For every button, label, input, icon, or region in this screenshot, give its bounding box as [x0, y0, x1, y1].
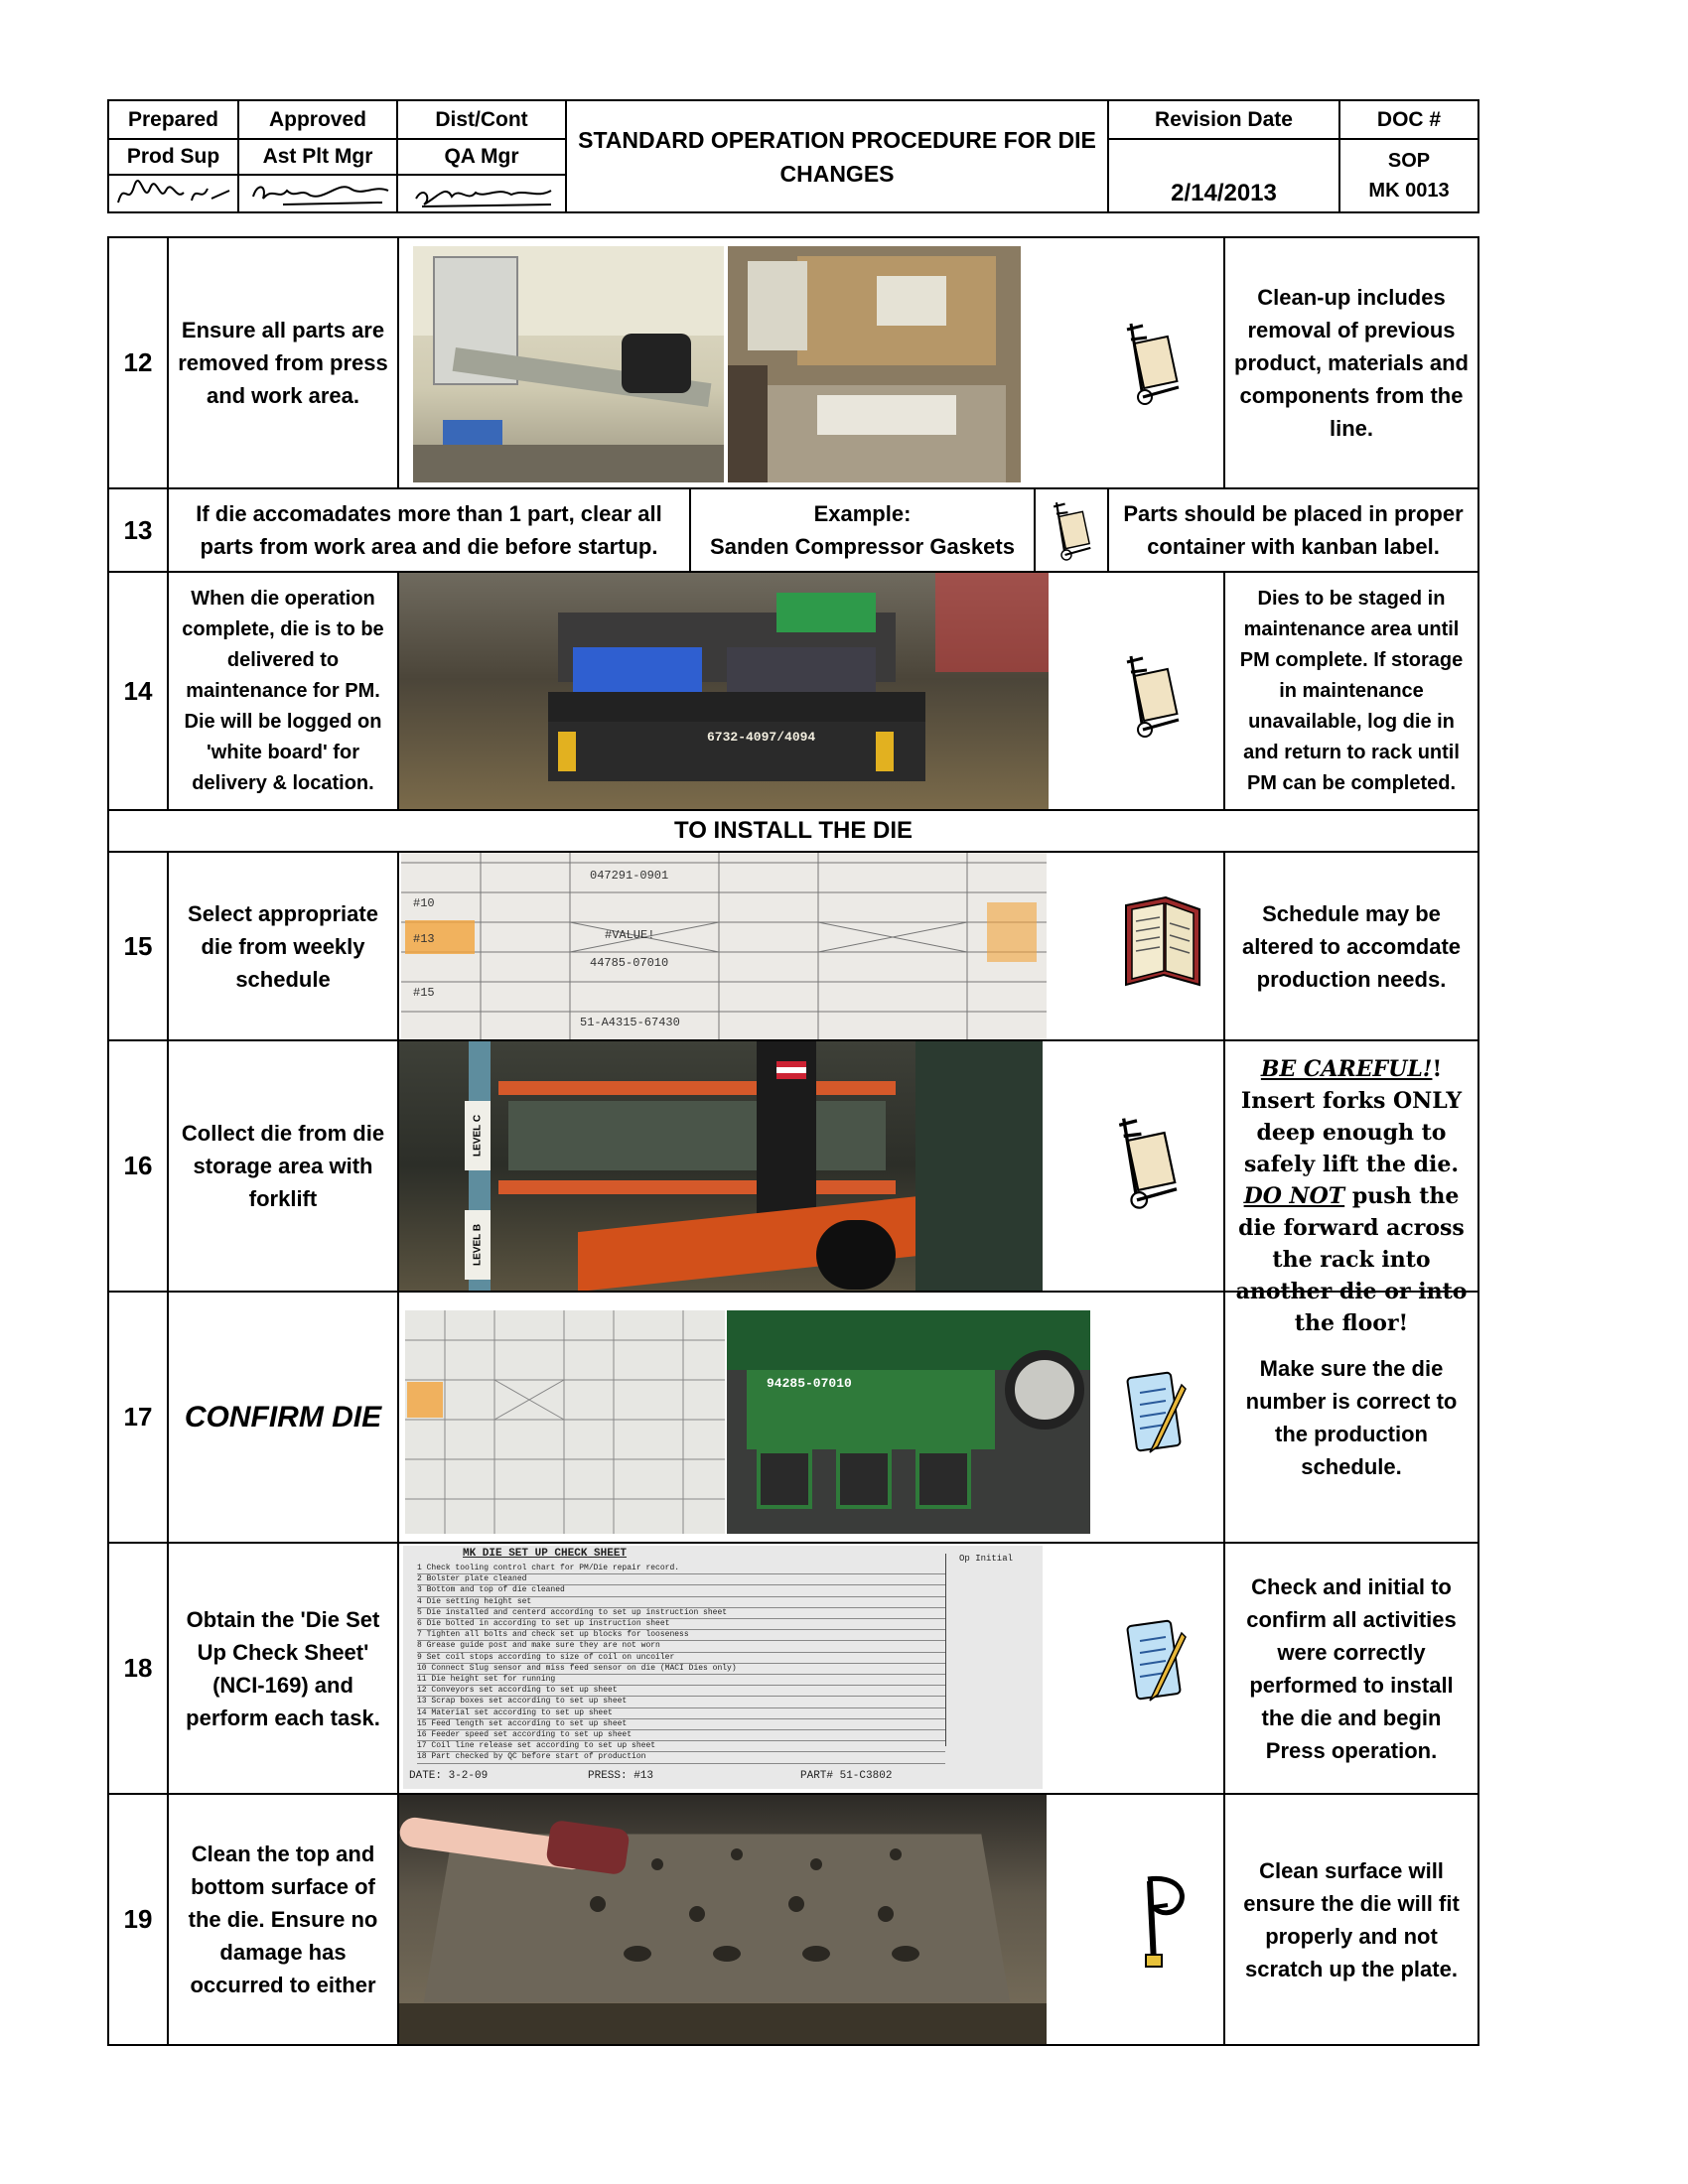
- checksheet-item: 6 Die bolted in according to set up instruction sheet: [417, 1619, 945, 1630]
- die-delivery-photo: [399, 573, 1049, 809]
- schedule-photo: [405, 1310, 725, 1534]
- step-instruction: Obtain the 'Die Set Up Check Sheet' (NCI-169) and perform each task.: [167, 1542, 399, 1795]
- checksheet-item: 12 Conveyors set according to set up sheet: [417, 1686, 945, 1697]
- step-note: Schedule may be altered to accomdate production needs.: [1223, 851, 1479, 1041]
- step-note: [1223, 1039, 1479, 1336]
- checksheet-item: 17 Coil line release set according to set up sheet: [417, 1741, 945, 1752]
- dist-role: QA Mgr: [396, 138, 567, 176]
- signature-scribble: [402, 177, 561, 210]
- work-area-photo: [728, 246, 1021, 482]
- checksheet-photo: [403, 1546, 1043, 1789]
- press-photo: [413, 246, 724, 482]
- step-note: Clean-up includes removal of previous product, materials and components from the line.: [1223, 236, 1479, 489]
- schedule-cell: 047291-0901: [590, 869, 669, 883]
- step-note: Dies to be staged in maintenance area until PM complete. If storage in maintenance unavailable, log die in and return to rack until PM can be completed.: [1223, 571, 1479, 811]
- checksheet-item: 3 Bottom and top of die cleaned: [417, 1585, 945, 1596]
- checksheet-item: 18 Part checked by QC before start of production: [417, 1752, 945, 1763]
- checksheet-item: 7 Tighten all bolts and check set up blocks for looseness: [417, 1630, 945, 1641]
- schedule-grid: [405, 1310, 725, 1534]
- schedule-cell: 44785-07010: [590, 956, 669, 970]
- weekly-schedule-photo: [401, 853, 1047, 1039]
- dist-signature: [396, 174, 567, 213]
- prepared-role: Prod Sup: [107, 138, 239, 176]
- checksheet-press: PRESS: #13: [588, 1770, 654, 1782]
- doc-number-line2: MK 0013: [1368, 180, 1450, 202]
- step-number: 14: [107, 571, 169, 811]
- checksheet-item: 13 Scrap boxes set according to set up sheet: [417, 1697, 945, 1707]
- note-text: Insert forks ONLY deep enough to safely lift the die.: [1240, 1088, 1463, 1177]
- green-die-photo: [727, 1310, 1090, 1534]
- dist-label: Dist/Cont: [396, 99, 567, 140]
- careful-warning: BE CAREFUL!: [1260, 1056, 1433, 1082]
- checksheet-part: PART# 51-C3802: [800, 1770, 893, 1782]
- revision-label: Revision Date: [1107, 99, 1340, 140]
- section-title: TO INSTALL THE DIE: [107, 809, 1479, 853]
- step-instruction: Select appropriate die from weekly schedule: [167, 851, 399, 1041]
- document-title: STANDARD OPERATION PROCEDURE FOR DIE CHANGES: [565, 99, 1109, 213]
- step-instruction: Clean the top and bottom surface of the die. Ensure no damage has occurred to either: [167, 1793, 399, 2046]
- step-instruction: Ensure all parts are removed from press and work area.: [167, 236, 399, 489]
- die-surface-photo: [399, 1795, 1047, 2044]
- example-value: Sanden Compressor Gaskets: [710, 534, 1015, 559]
- do-not-warning: DO NOT: [1243, 1183, 1345, 1209]
- hand-truck-icon: [1107, 1112, 1187, 1216]
- book-icon: [1120, 893, 1205, 998]
- schedule-grid: [401, 853, 1047, 1039]
- hand-truck-icon: [1117, 650, 1187, 745]
- checksheet-title: MK DIE SET UP CHECK SHEET: [463, 1548, 628, 1560]
- schedule-row-label: #13: [413, 932, 435, 946]
- checksheet-item: 11 Die height set for running: [417, 1675, 945, 1686]
- schedule-cell: 51-A4315-67430: [580, 1016, 680, 1029]
- step-number: 13: [107, 487, 169, 573]
- approved-label: Approved: [237, 99, 398, 140]
- step-instruction: If die accomadates more than 1 part, clear all parts from work area and die before startup.: [167, 487, 691, 573]
- step-note: Make sure the die number is correct to the production schedule.: [1223, 1291, 1479, 1544]
- checksheet-item: 1 Check tooling control chart for PM/Die repair record.: [417, 1564, 945, 1574]
- checksheet-item: 8 Grease guide post and make sure they are not worn: [417, 1641, 945, 1652]
- checksheet-date: DATE: 3-2-09: [409, 1770, 489, 1782]
- signature-scribble: [114, 177, 233, 210]
- schedule-row-label: #15: [413, 986, 435, 1000]
- note-text: push the die forward across the rack into another die or into the floor!: [1235, 1183, 1468, 1336]
- checksheet-item: 10 Connect Slug sensor and miss feed sensor on die (MACI Dies only): [417, 1664, 945, 1675]
- step-number: 15: [107, 851, 169, 1041]
- checksheet-items: [417, 1564, 945, 1764]
- checksheet-item: 14 Material set according to set up sheet: [417, 1708, 945, 1719]
- signature-scribble: [243, 177, 392, 210]
- step-instruction: CONFIRM DIE: [167, 1291, 399, 1544]
- step-instruction: When die operation complete, die is to be delivered to maintenance for PM. Die will be logged on 'white board' for delivery & location.: [167, 571, 399, 811]
- schedule-row-label: #10: [413, 896, 435, 910]
- step-note: Parts should be placed in proper container with kanban label.: [1107, 487, 1479, 573]
- step-number: 17: [107, 1291, 169, 1544]
- step-example: [689, 487, 1036, 573]
- step-note: Check and initial to confirm all activities were correctly performed to install the die and begin Press operation.: [1223, 1542, 1479, 1795]
- doc-number-line1: SOP: [1387, 150, 1431, 172]
- example-label: Example:: [813, 501, 912, 526]
- green-die-label: 94285-07010: [767, 1376, 852, 1391]
- approved-signature: [237, 174, 398, 213]
- checksheet-item: 2 Bolster plate cleaned: [417, 1574, 945, 1585]
- level-b-label: LEVEL B: [465, 1210, 491, 1280]
- checksheet-item: 16 Feeder speed set according to set up sheet: [417, 1730, 945, 1741]
- step-number: 18: [107, 1542, 169, 1795]
- hand-truck-icon: [1117, 318, 1187, 412]
- schedule-cell: #VALUE!: [605, 928, 655, 942]
- checksheet-item: 5 Die installed and centerd according to set up instruction sheet: [417, 1608, 945, 1619]
- step-number: 16: [107, 1039, 169, 1293]
- checklist-icon: [1124, 1365, 1194, 1469]
- level-c-label: LEVEL C: [465, 1101, 491, 1170]
- checksheet-item: 4 Die setting height set: [417, 1597, 945, 1608]
- revision-date: 2/14/2013: [1107, 138, 1340, 213]
- prepared-label: Prepared: [107, 99, 239, 140]
- careful-bang: !: [1432, 1056, 1443, 1082]
- checklist-icon: [1124, 1613, 1194, 1717]
- doc-label: DOC #: [1338, 99, 1479, 140]
- doc-number: [1338, 138, 1479, 213]
- forklift-photo: [399, 1041, 1043, 1291]
- step-number: 12: [107, 236, 169, 489]
- die-label-text: 6732-4097/4094: [707, 730, 816, 745]
- checksheet-item: 15 Feed length set according to set up sheet: [417, 1719, 945, 1730]
- step-note: Clean surface will ensure the die will fit properly and not scratch up the plate.: [1223, 1793, 1479, 2046]
- step-instruction: Collect die from die storage area with forklift: [167, 1039, 399, 1293]
- checksheet-item: 9 Set coil stops according to size of coil on uncoiler: [417, 1653, 945, 1664]
- prepared-signature: [107, 174, 239, 213]
- caliper-icon: [1132, 1871, 1192, 1976]
- hand-truck-icon: [1034, 487, 1109, 573]
- approved-role: Ast Plt Mgr: [237, 138, 398, 176]
- checksheet-column: Op Initial: [959, 1554, 1014, 1564]
- step-number: 19: [107, 1793, 169, 2046]
